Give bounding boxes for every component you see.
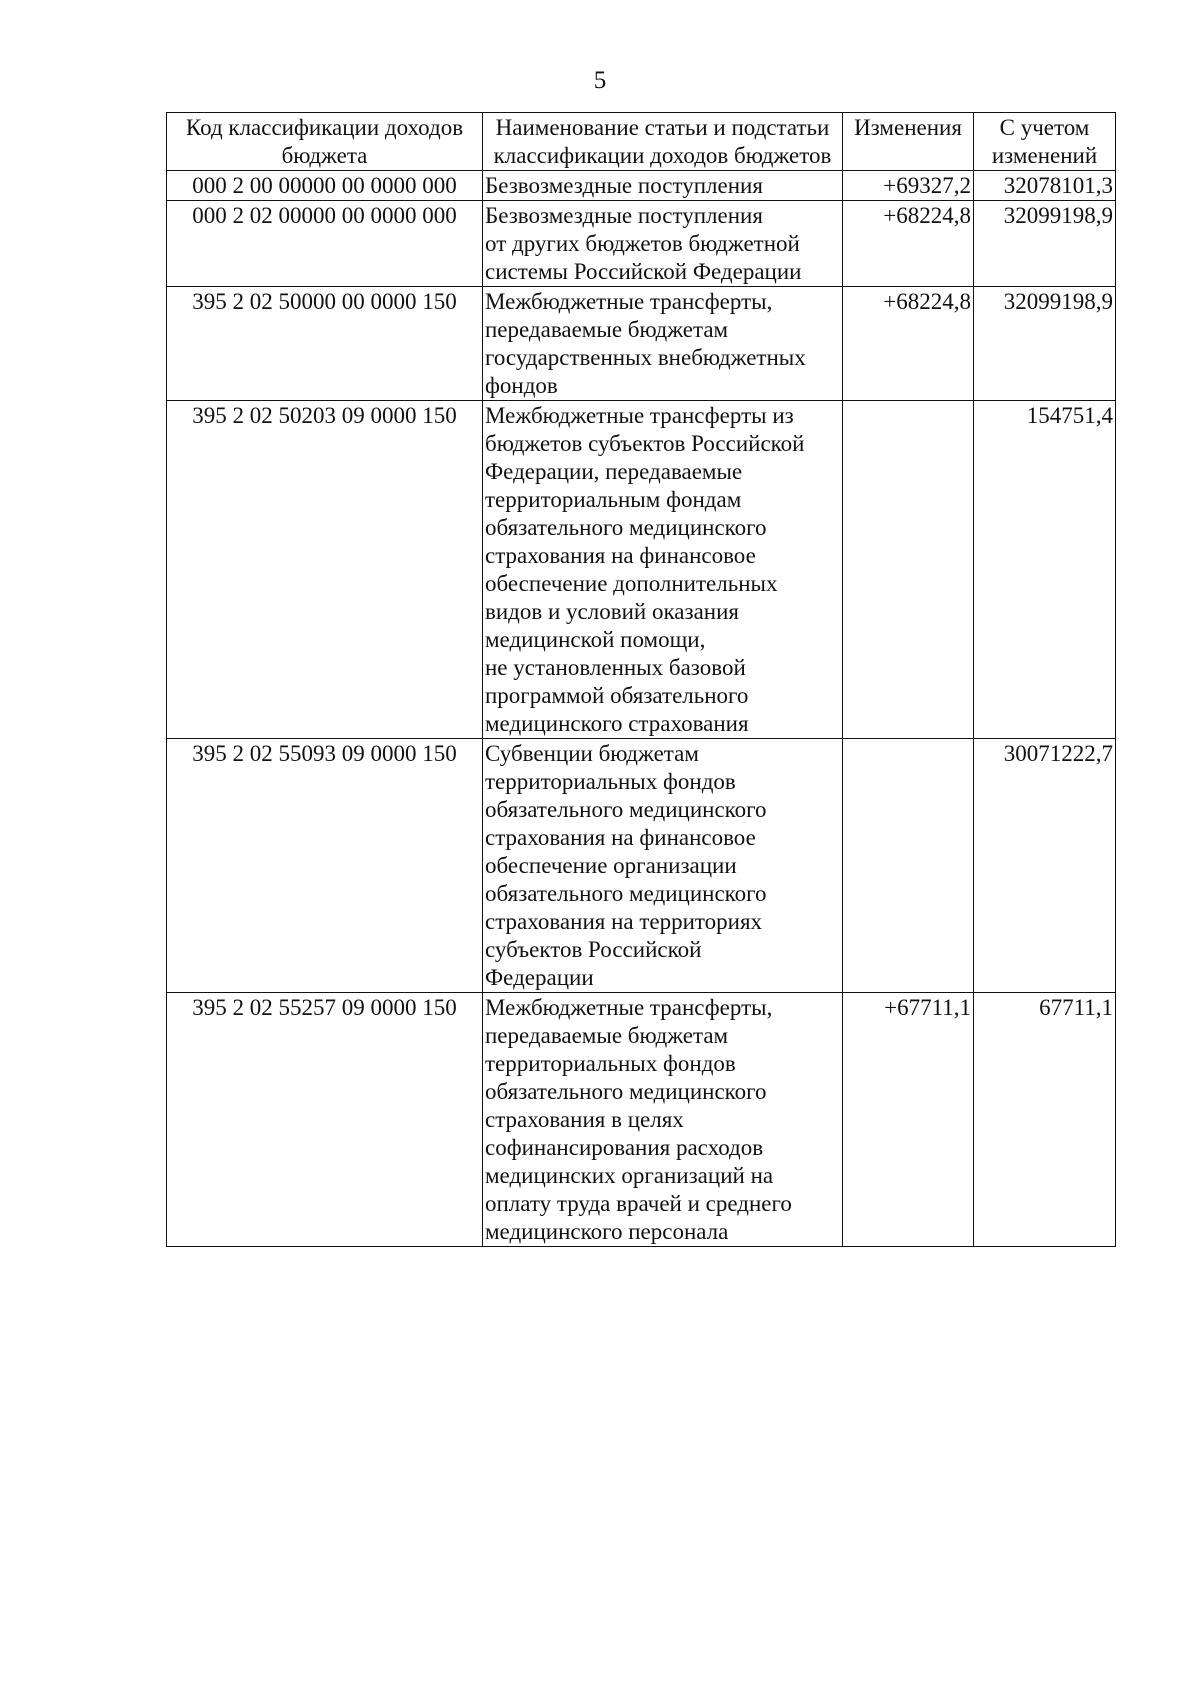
row-code: 000 2 00 00000 00 0000 000 <box>167 171 483 201</box>
row-change: +69327,2 <box>843 171 974 201</box>
income-classification-table <box>166 112 1116 1247</box>
row-name: Межбюджетные трансферты из бюджетов субъектов Российской Федерации, передаваемые территориальным фондам обязательного медицинского страхования на финансовое обеспечение дополнительных видов и условий оказания медицинской помощи, не установленных базовой программой обязательного медицинского страхования <box>483 401 843 739</box>
row-total: 32099198,9 <box>974 287 1116 401</box>
header-change: Изменения <box>843 113 974 171</box>
row-name: Субвенции бюджетам территориальных фондов обязательного медицинского страхования на финансовое обеспечение организации обязательного медицинского страхования на территориях субъектов Российской Федерации <box>483 739 843 993</box>
table-row <box>167 287 1116 401</box>
table-row <box>167 201 1116 287</box>
row-total: 32099198,9 <box>974 201 1116 287</box>
header-name: Наименование статьи и подстатьи классификации доходов бюджетов <box>483 113 843 171</box>
row-code: 395 2 02 50000 00 0000 150 <box>167 287 483 401</box>
row-change: +68224,8 <box>843 287 974 401</box>
page-number: 5 <box>593 67 607 94</box>
row-code: 395 2 02 55093 09 0000 150 <box>167 739 483 993</box>
row-name: Межбюджетные трансферты, передаваемые бюджетам государственных внебюджетных фондов <box>483 287 843 401</box>
table-row <box>167 401 1116 739</box>
row-code: 000 2 02 00000 00 0000 000 <box>167 201 483 287</box>
header-total: С учетом изменений <box>974 113 1116 171</box>
row-code: 395 2 02 55257 09 0000 150 <box>167 993 483 1247</box>
row-change: +68224,8 <box>843 201 974 287</box>
row-total: 154751,4 <box>974 401 1116 739</box>
row-code: 395 2 02 50203 09 0000 150 <box>167 401 483 739</box>
row-name: Безвозмездные поступления <box>483 171 843 201</box>
row-change <box>843 401 974 739</box>
row-name: Межбюджетные трансферты, передаваемые бюджетам территориальных фондов обязательного медицинского страхования в целях софинансирования расходов медицинских организаций на оплату труда врачей и среднего медицинского персонала <box>483 993 843 1247</box>
row-name: Безвозмездные поступления от других бюджетов бюджетной системы Российской Федерации <box>483 201 843 287</box>
table-header-row <box>167 113 1116 171</box>
row-total: 30071222,7 <box>974 739 1116 993</box>
table-row <box>167 171 1116 201</box>
row-change <box>843 739 974 993</box>
table-row <box>167 739 1116 993</box>
row-total: 67711,1 <box>974 993 1116 1247</box>
row-total: 32078101,3 <box>974 171 1116 201</box>
table-row <box>167 993 1116 1247</box>
header-code: Код классификации доходов бюджета <box>167 113 483 171</box>
row-change: +67711,1 <box>843 993 974 1247</box>
